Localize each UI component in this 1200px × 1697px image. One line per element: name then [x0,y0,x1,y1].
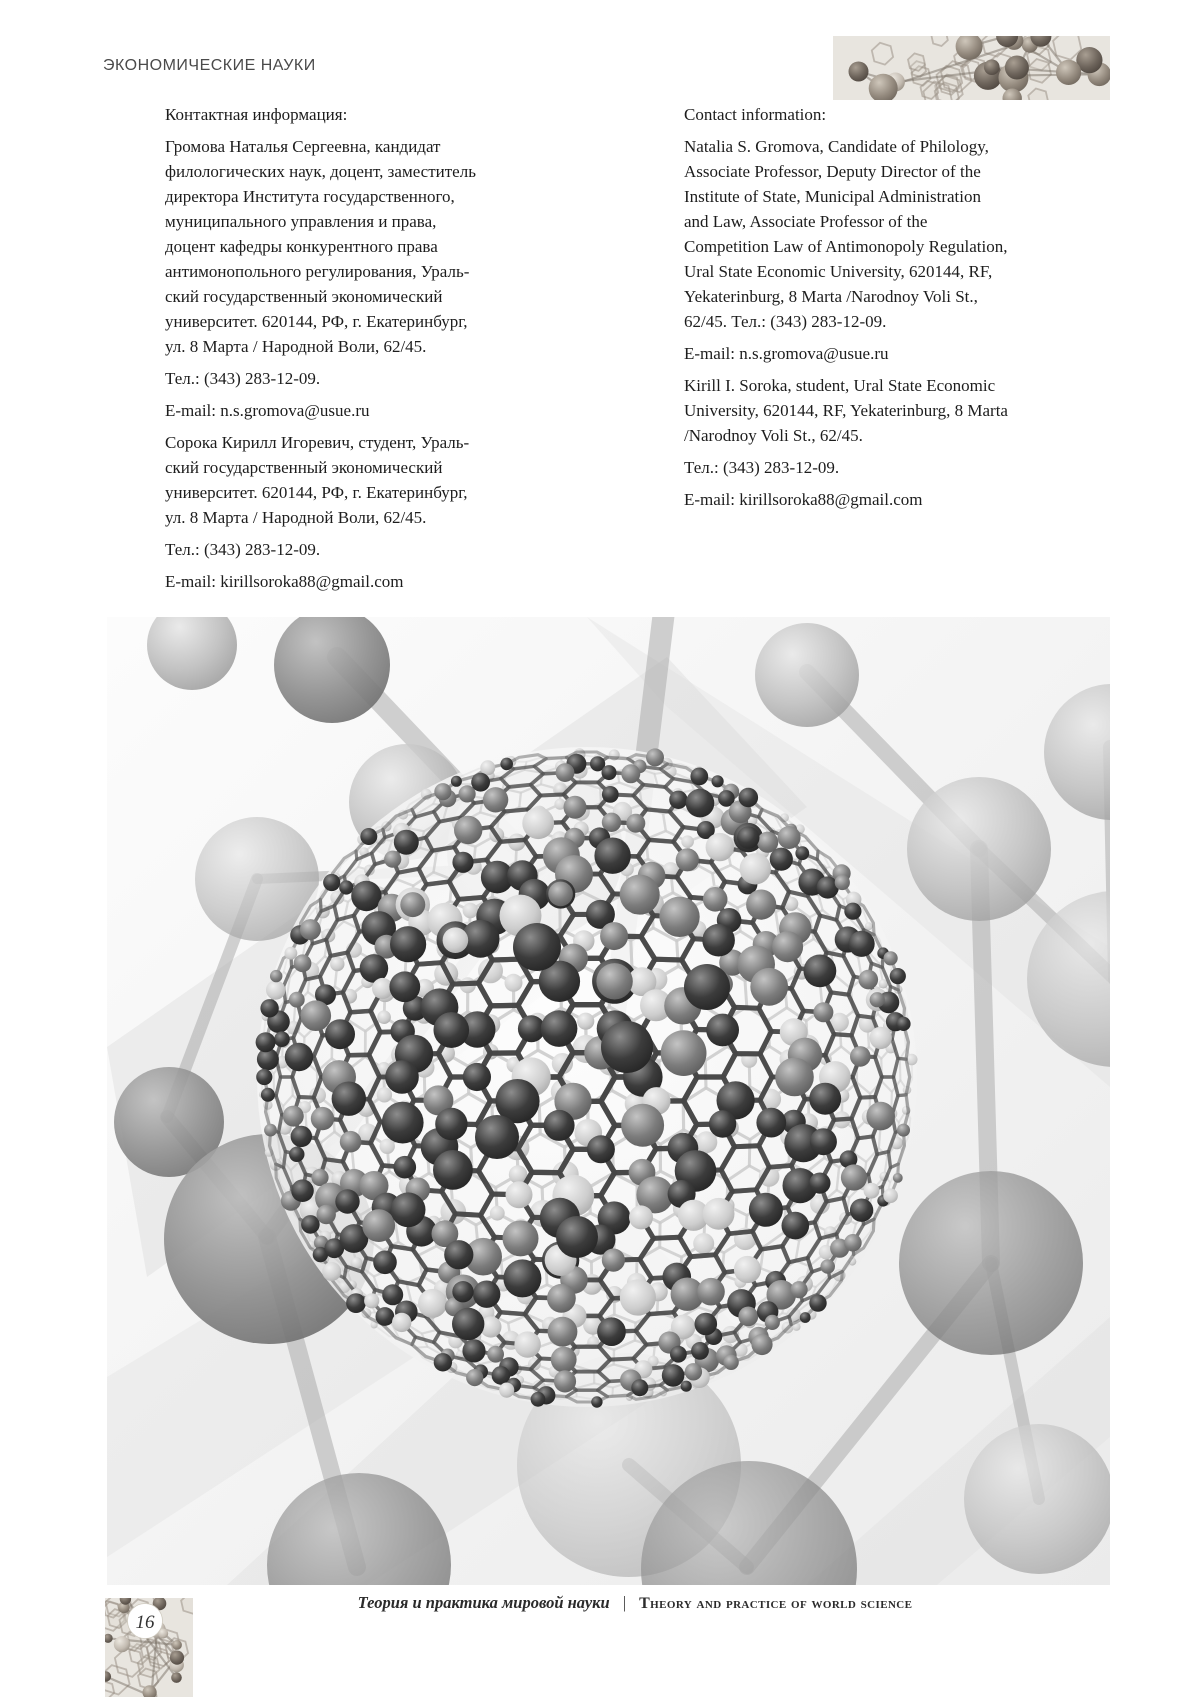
page-number: 16 [135,1612,155,1633]
contact-info-en [684,102,1056,519]
contact-info-ru [165,102,565,601]
email-line: E-mail: kirillsoroka88@gmail.com [165,572,404,591]
contact-title-en: Contact information: [684,105,827,124]
footer-journal-title-en: Theory and practice of world science [639,1595,913,1612]
phone-line: Тел.: (343) 283-12-09. [165,540,321,559]
contact-paragraph: Kirill I. Soroka, student, Ural State Economic University, 620144, RF, Yekaterinburg, 8 Marta /Narodnoy Voli St., 62/45. [684,376,1008,445]
footer-separator: | [622,1593,627,1612]
phone-line: Тел.: (343) 283-12-09. [684,458,840,477]
contact-paragraph: Громова Наталья Сергеевна, кандидат филологических наук, доцент, заместитель директора Института государственного, муниципального управления и права, доцент кафедры конкурентного права антимонопольного регулирования, Ураль- ский государственный экономический университет. 620144, РФ, г. Екатеринбург, ул. 8 Марта / Народной Воли, 62/45. [165,137,476,356]
page-number-badge [105,1598,193,1697]
email-line: E-mail: kirillsoroka88@gmail.com [684,490,923,509]
phone-line: Тел.: (343) 283-12-09. [165,369,321,388]
contact-paragraph: Сорока Кирилл Игоревич, студент, Ураль- ский государственный экономический университет. 620144, РФ, г. Екатеринбург, ул. 8 Марта / Народной Воли, 62/45. [165,433,470,527]
contact-title-ru: Контактная информация: [165,105,348,124]
journal-footer [170,1593,1100,1613]
email-line: E-mail: n.s.gromova@usue.ru [165,401,370,420]
contact-paragraph: Natalia S. Gromova, Candidate of Philology, Associate Professor, Deputy Director of the Institute of State, Municipal Administration and Law, Associate Professor of the Competition Law of Antimonopoly Regulation, Ural State Economic University, 620144, RF, Yekaterinburg, 8 Marta /Narodnoy Voli St., 62/45. Тел.: (343) 283-12-09. [684,137,1008,331]
section-heading: ЭКОНОМИЧЕСКИЕ НАУКИ [103,57,316,74]
email-line: E-mail: n.s.gromova@usue.ru [684,344,889,363]
fullerene-figure [107,617,1110,1585]
footer-journal-title-ru: Теория и практика мировой науки [357,1593,610,1612]
molecule-banner-art [833,36,1110,100]
